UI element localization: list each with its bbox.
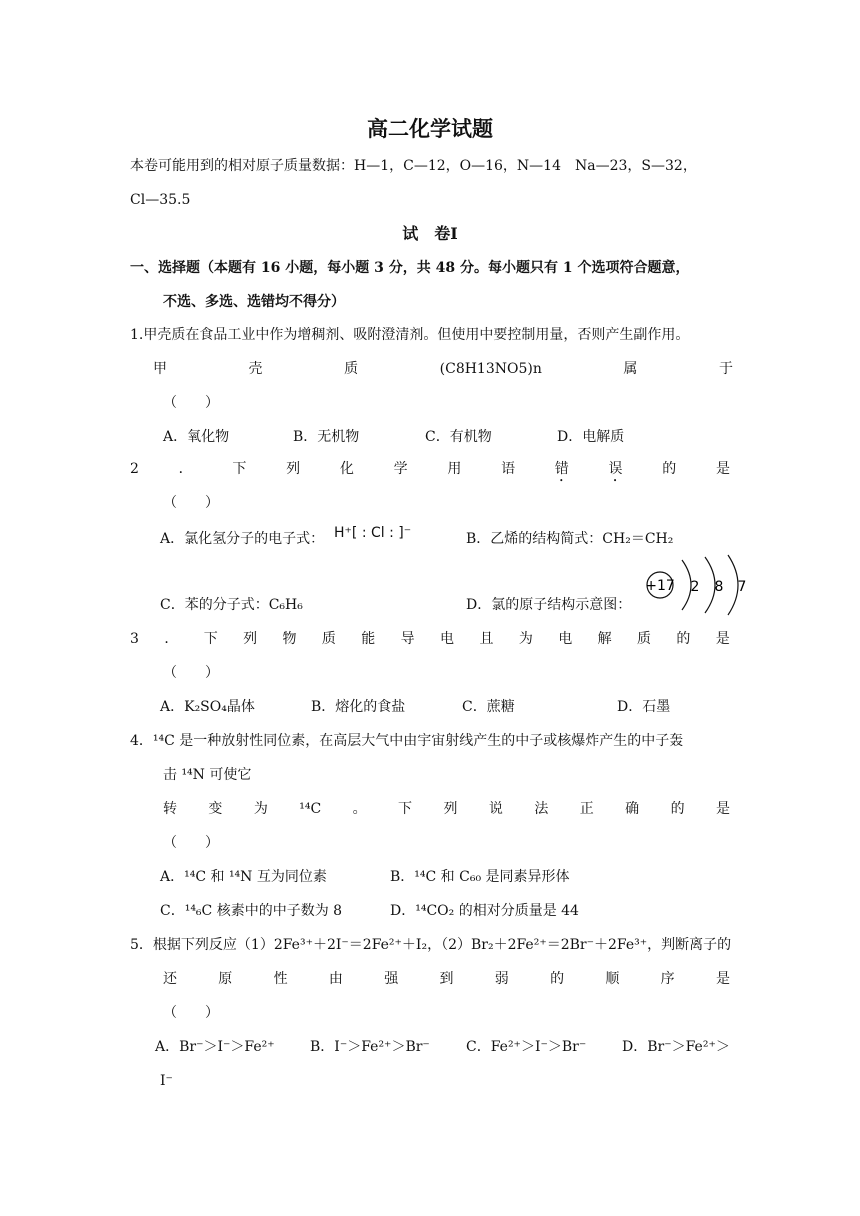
q2-spread-line: [130, 459, 730, 485]
q3-word: 电: [440, 631, 455, 647]
q5-option-a: A．Br⁻＞I⁻＞Fe²⁺: [155, 1039, 275, 1055]
q2-word: ．: [178, 461, 193, 477]
shell-electron-count: 7: [737, 579, 747, 595]
q4-word: 说: [488, 801, 503, 817]
q3-word: 质: [637, 631, 651, 647]
q4-option-d: D．¹⁴CO₂ 的相对分质量是 44: [390, 903, 579, 919]
shell-electron-count: 8: [714, 579, 724, 595]
q4-word: 确: [625, 801, 640, 817]
q5-options: [155, 1037, 730, 1057]
q1-spread-line: [153, 359, 733, 379]
q5-option-c: C．Fe²⁺＞I⁻＞Br⁻: [466, 1039, 587, 1055]
q4-word: 转: [163, 801, 177, 817]
q4-option-b: B．¹⁴C 和 C₆₀ 是同素异形体: [390, 869, 570, 885]
q3-word: 能: [361, 631, 376, 647]
q2-word: 学: [393, 461, 408, 477]
q2-word-emphasis: 误: [608, 461, 623, 477]
intro-line-2: Cl—35.5: [130, 192, 191, 208]
q2-answer-paren: （ ）: [163, 495, 219, 511]
q5-word: 原: [218, 971, 233, 987]
page-title: 高二化学试题: [367, 116, 493, 141]
q2-word: 化: [339, 461, 354, 477]
q5-word: 弱: [494, 971, 509, 987]
q4-word: 变: [208, 801, 223, 817]
q2-word: 语: [501, 461, 516, 477]
q5-option-d: D．Br⁻＞Fe²⁺＞: [622, 1039, 730, 1055]
q4-word: 正: [579, 801, 594, 817]
q3-spread-line: [130, 629, 730, 649]
q3-word: 导: [400, 631, 415, 647]
q1-word: 甲: [153, 361, 167, 377]
q3-word: 为: [518, 631, 533, 647]
q4-option-c: C．¹⁴₆C 核素中的中子数为 8: [160, 903, 343, 919]
q2-option-d: D．氯的原子结构示意图：: [466, 597, 632, 613]
q1-word: 属: [623, 361, 638, 377]
q2-word: 是: [716, 461, 730, 477]
electron-shell-arc: [705, 557, 715, 613]
q4-answer-paren: （ ）: [163, 835, 219, 851]
q3-option-a: A．K₂SO₄晶体: [160, 699, 255, 715]
section-title: 试 卷Ⅰ: [402, 224, 458, 243]
q5-option-d-tail: I⁻: [160, 1073, 173, 1089]
q4-word: 法: [534, 801, 549, 817]
q3-word: 物: [282, 631, 297, 647]
q3-word: 解: [597, 631, 612, 647]
intro-line-1: 本卷可能用到的相对原子质量数据：H—1，C—12，O—16，N—14 Na—23，S—32，: [130, 158, 697, 174]
q2-word: 的: [662, 461, 677, 477]
q1-word: 壳: [248, 361, 263, 377]
q3-option-d: D．石墨: [617, 699, 671, 715]
q5-word: 由: [328, 971, 343, 987]
q3-word: 3: [130, 631, 139, 647]
q3-word: 质: [321, 631, 336, 647]
q3-answer-paren: （ ）: [163, 665, 219, 681]
q1-option-b: B．无机物: [293, 429, 360, 445]
q4-word: 为: [253, 801, 268, 817]
q1-word: 于: [718, 361, 733, 377]
q5-word: 的: [550, 971, 565, 987]
q5-stem: 5．根据下列反应（1）2Fe³⁺＋2I⁻＝2Fe²⁺＋I₂，（2）Br₂＋2Fe²⁺＝2Br⁻＋2Fe³⁺，判断离子的: [130, 937, 732, 953]
q3-word: 下: [203, 631, 218, 647]
q1-option-a: A．氧化物: [163, 429, 230, 445]
q5-word: 顺: [605, 971, 620, 987]
q3-word: ．: [164, 631, 179, 647]
q4-stem-line-1: 4．¹⁴C 是一种放射性同位素，在高层大气中由宇宙射线产生的中子或核爆炸产生的中子轰: [130, 733, 684, 749]
q1-stem: 1.甲壳质在食品工业中作为增稠剂、吸附澄清剂。但使用中要控制用量，否则产生副作用。: [130, 327, 690, 343]
q2-word: 列: [286, 461, 301, 477]
q3-option-c: C．蔗糖: [462, 699, 515, 715]
q1-option-c: C．有机物: [425, 429, 492, 445]
hcl-electron-formula: H⁺[ : Cl : ]⁻: [334, 525, 412, 541]
q5-word: 性: [273, 971, 288, 987]
electron-shell-arc: [728, 555, 738, 615]
q2-word: 下: [232, 461, 247, 477]
q3-option-b: B．熔化的食盐: [311, 699, 406, 715]
q4-word: ¹⁴C: [299, 801, 322, 817]
q5-word: 到: [439, 971, 454, 987]
q5-word: 是: [715, 971, 730, 987]
q4-option-a: A．¹⁴C 和 ¹⁴N 互为同位素: [160, 869, 327, 885]
q3-word: 列: [243, 631, 258, 647]
shell-electron-count: 2: [690, 579, 700, 595]
q5-spread-line: [163, 969, 730, 989]
q4-spread-line: [163, 799, 730, 819]
q4-word: 的: [670, 801, 685, 817]
q2-word-emphasis: 错: [554, 461, 569, 477]
q3-word: 的: [676, 631, 691, 647]
q4-word: 是: [716, 801, 730, 817]
q2-option-a: A．氯化氢分子的电子式：: [160, 531, 325, 547]
q1-formula: (C8H13NO5)n: [439, 361, 542, 377]
q2-word: 2: [130, 461, 139, 477]
q5-word: 还: [163, 971, 177, 987]
q5-word: 序: [660, 971, 675, 987]
nucleus-charge: +17: [645, 578, 675, 594]
q4-word: 。: [352, 801, 367, 817]
q3-word: 是: [715, 631, 730, 647]
q1-option-d: D．电解质: [557, 429, 625, 445]
q4-word: 列: [443, 801, 458, 817]
q2-option-c: C．苯的分子式：C₆H₆: [160, 597, 303, 613]
q2-word: 用: [447, 461, 462, 477]
q4-stem-line-2: 击 ¹⁴N 可使它: [163, 767, 252, 783]
part1-heading-line-2: 不选、多选、选错均不得分）: [163, 294, 345, 310]
q3-options: [160, 697, 670, 717]
q2-option-b: B．乙烯的结构简式：CH₂＝CH₂: [466, 531, 674, 547]
q1-word: 质: [344, 361, 359, 377]
part1-heading-line-1: 一、选择题（本题有 16 小题，每小题 3 分，共 48 分。每小题只有 1 个选项符合题意，: [130, 260, 690, 276]
q5-option-b: B．I⁻＞Fe²⁺＞Br⁻: [310, 1039, 430, 1055]
q3-word: 且: [479, 631, 494, 647]
q4-word: 下: [398, 801, 413, 817]
q1-answer-paren: （ ）: [163, 395, 219, 411]
q1-options: [163, 427, 624, 447]
q5-word: 强: [384, 971, 399, 987]
q5-answer-paren: （ ）: [163, 1005, 219, 1021]
chlorine-atom-diagram: [640, 554, 750, 616]
q3-word: 电: [558, 631, 573, 647]
